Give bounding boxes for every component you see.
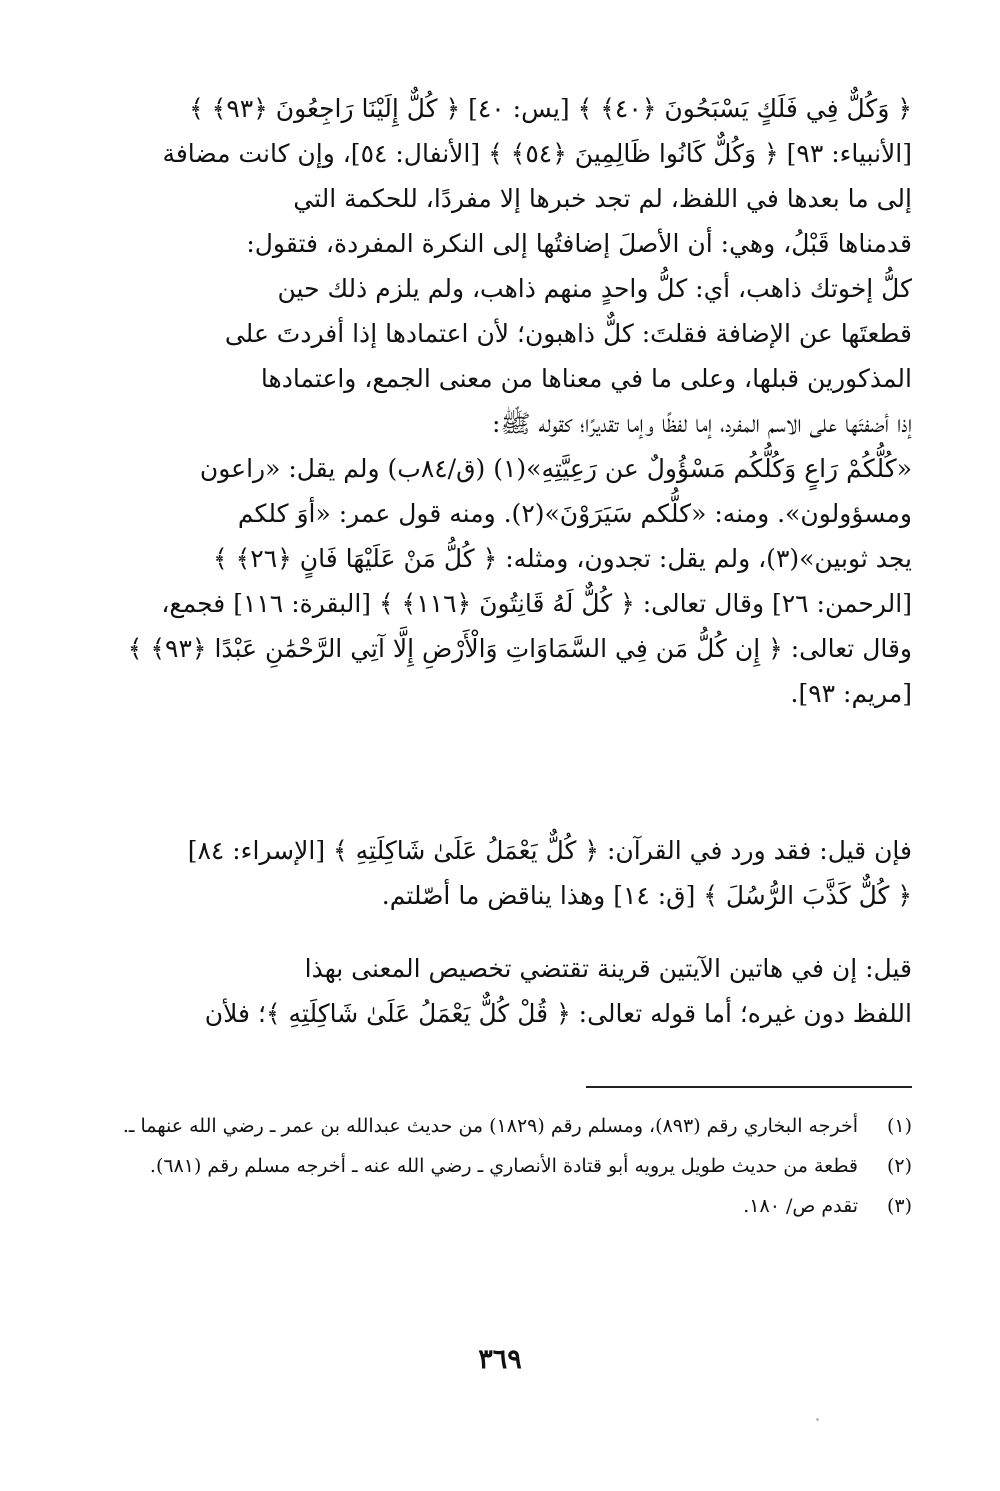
text-line: يجد ثوبين»(٣)، ولم يقل: تجدون، ومثله: ﴿ كُلُّ مَنْ عَلَيْهَا فَانٍ ﴿٢٦﴾ ﴾ — [213, 544, 912, 573]
footnotes — [82, 1108, 912, 1228]
footnote-1 — [82, 1108, 912, 1144]
text-line: ﴿ وَكُلٌّ فِي فَلَكٍ يَسْبَحُونَ ﴿٤٠﴾ ﴾ [يس: ٤٠] ﴿ كُلٌّ إِلَيْنَا رَاجِعُونَ ﴿٩٣﴾ ﴾ — [189, 94, 912, 123]
footnote-text: قطعة من حديث طويل يرويه أبو قتادة الأنصاري ـ رضي الله عنه ـ أخرجه مسلم رقم (٦٨١). — [149, 1155, 858, 1177]
text-line: «كُلُّكُمْ رَاعٍ وَكُلُّكُم مَسْؤُولٌ عن رَعِيَّتِهِ»(١) (ق/٨٤ب) ولم يقل: «راعون — [199, 454, 912, 483]
footnote-text: أخرجه البخاري رقم (٨٩٣)، ومسلم رقم (١٨٢٩) من حديث عبدالله بن عمر ـ رضي الله عنهما ـ. — [122, 1115, 858, 1137]
page-number: ٣٦٩ — [478, 1344, 522, 1375]
footnote-text: تقدم ص/ ١٨٠. — [743, 1195, 858, 1217]
text-line: اللفظ دون غيره؛ أما قوله تعالى: ﴿ قُلْ كُلٌّ يَعْمَلُ عَلَىٰ شَاكِلَتِهِ ﴾؛ فلأن — [204, 999, 912, 1028]
text-line: ومسؤولون». ومنه: «كلُّكم سَيَرَوْنَ»(٢). ومنه قول عمر: «أوَ كلكم — [237, 499, 912, 528]
footnote-separator — [586, 1086, 912, 1088]
text-line: كلُّ إخوتك ذاهب، أي: كلُّ واحدٍ منهم ذاهب، ولم يلزم ذلك حين — [277, 274, 912, 303]
paragraph-3 — [88, 946, 912, 1036]
scan-speck — [816, 1418, 819, 1421]
text-line: قطعتَها عن الإضافة فقلتَ: كلٌّ ذاهبون؛ لأن اعتمادها إذا أفردتَ على — [224, 319, 912, 348]
footnote-number: (١) — [886, 1115, 912, 1137]
text-line: [مريم: ٩٣]. — [790, 679, 912, 708]
text-line: فإن قيل: فقد ورد في القرآن: ﴿ كُلٌّ يَعْمَلُ عَلَىٰ شَاكِلَتِهِ ﴾ [الإسراء: ٨٤] — [187, 836, 912, 865]
footnote-number: (٣) — [886, 1195, 912, 1217]
text-line: وقال تعالى: ﴿ إِن كُلُّ مَن فِي السَّمَاوَاتِ وَالْأَرْضِ إِلَّا آتِي الرَّحْمَٰنِ عَبْدًا ﴿٩٣﴾ ﴾ — [127, 634, 912, 663]
text-line: قيل: إن في هاتين الآيتين قرينة تقتضي تخصيص المعنى بهذا — [304, 954, 912, 983]
paragraph-1 — [88, 86, 912, 756]
text-line: ﴿ كُلٌّ كَذَّبَ الرُّسُلَ ﴾ [ق: ١٤] وهذا يناقض ما أصّلتم. — [381, 881, 912, 910]
footnote-2 — [82, 1148, 912, 1184]
text-line: [الرحمن: ٢٦] وقال تعالى: ﴿ كُلٌّ لَهُ قَانِتُونَ ﴿١١٦﴾ ﴾ [البقرة: ١١٦] فجمع، — [161, 589, 912, 618]
text-line: قدمناها قَبْلُ، وهي: أن الأصلَ إضافتُها إلى النكرة المفردة، فتقول: — [246, 229, 912, 258]
main-text — [88, 86, 912, 1036]
text-line: [الأنبياء: ٩٣] ﴿ وَكُلٌّ كَانُوا ظَالِمِينَ ﴿٥٤﴾ ﴾ [الأنفال: ٥٤]، وإن كانت مضافة — [162, 139, 912, 168]
footnote-3 — [82, 1188, 912, 1224]
text-line: إلى ما بعدها في اللفظ، لم تجد خبرها إلا مفردًا، للحكمة التي — [293, 184, 912, 213]
paragraph-2 — [88, 828, 912, 918]
text-line: إذا أضفتَها على الاسم المفرد، إما لفظًا وإما تقديرًا؛ كقوله ﷺ: — [491, 409, 912, 438]
text-line: المذكورين قبلها، وعلى ما في معناها من معنى الجمع، واعتمادها — [260, 364, 912, 393]
footnote-number: (٢) — [886, 1155, 912, 1177]
